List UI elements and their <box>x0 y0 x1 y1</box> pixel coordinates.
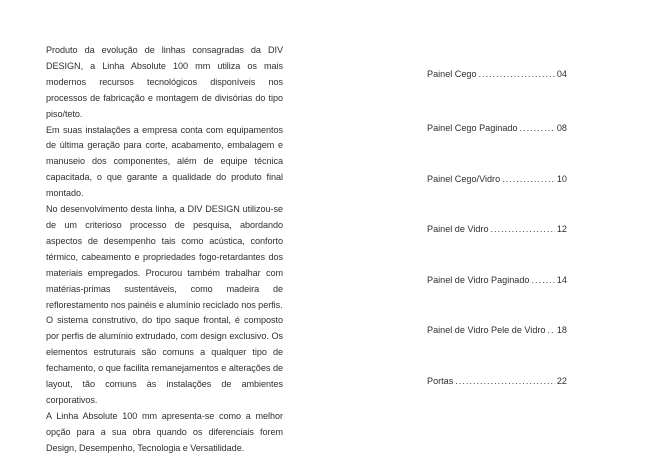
toc-leader-dots <box>491 224 555 234</box>
toc-item-page: 12 <box>556 224 567 234</box>
toc-item-page: 08 <box>556 123 567 133</box>
intro-paragraph: O sistema construtivo, do tipo saque frontal, é composto por perfis de alumínio extrudado, com design exclusivo. Os elementos estruturais são comuns a qualquer tipo de fechamento, o que facilita remanejamentos e alterações de layout, tão comuns às instalações de ambientes corporativos. <box>46 315 283 405</box>
toc-item-painel-cego-paginado[interactable] <box>427 123 567 137</box>
toc-leader-dots <box>479 69 555 79</box>
toc-item-label: Painel de Vidro Pele de Vidro <box>427 325 546 335</box>
toc-item-page: 04 <box>556 69 567 79</box>
toc-leader-dots <box>531 275 554 285</box>
intro-paragraph: A Linha Absolute 100 mm apresenta-se como a melhor opção para a sua obra quando os diferenciais forem Design, Desempenho, Tecnologia e Versatilidade. <box>46 410 283 453</box>
toc-item-page: 18 <box>556 325 567 335</box>
toc-item-painel-de-vidro-paginado[interactable] <box>427 275 567 289</box>
intro-paragraph: No desenvolvimento desta linha, a DIV DESIGN utilizou-se de um criterioso processo de pesquisa, abordando aspectos de desempenho tais como acústica, conforto térmico, cabeamento e propriedades fogo-retardantes dos materiais empregados. Procurou também trabalhar com matérias-primas sustentáveis, como madeira de reflorestamento nos painéis e alumínio reciclado nos perfis. <box>46 204 283 310</box>
toc-item-painel-de-vidro[interactable] <box>427 224 567 238</box>
toc-item-label: Painel de Vidro <box>427 224 489 234</box>
toc-item-page: 14 <box>556 275 567 285</box>
intro-text-column <box>46 43 283 457</box>
toc-leader-dots <box>520 123 555 133</box>
toc-item-label: Painel de Vidro Paginado <box>427 275 530 285</box>
toc-item-portas[interactable] <box>427 376 567 390</box>
toc-leader-dots <box>502 174 555 184</box>
toc-item-label: Painel Cego Paginado <box>427 123 518 133</box>
toc-item-label: Painel Cego <box>427 69 477 79</box>
toc-item-painel-de-vidro-pele-de-vidro[interactable] <box>427 325 567 339</box>
toc-leader-dots <box>455 376 555 386</box>
toc-item-page: 10 <box>556 174 567 184</box>
intro-paragraph: Produto da evolução de linhas consagradas da DIV DESIGN, a Linha Absolute 100 mm utiliza os mais modernos recursos tecnológicos disponíveis nos processos de fabricação e montagem de divisórias do tipo piso/teto. <box>46 45 283 119</box>
toc-leader-dots <box>547 325 554 335</box>
toc-item-page: 22 <box>556 376 567 386</box>
toc-item-label: Portas <box>427 376 454 386</box>
intro-paragraph: Em suas instalações a empresa conta com equipamentos de última geração para corte, acabamento, embalagem e manuseio dos componentes, além de equipe técnica capacitada, o que garante a qualidade do produto final montado. <box>46 124 283 199</box>
toc-item-painel-cego[interactable] <box>427 69 567 83</box>
toc-item-painel-cego-vidro[interactable] <box>427 174 567 188</box>
toc-item-label: Painel Cego/Vidro <box>427 174 501 184</box>
